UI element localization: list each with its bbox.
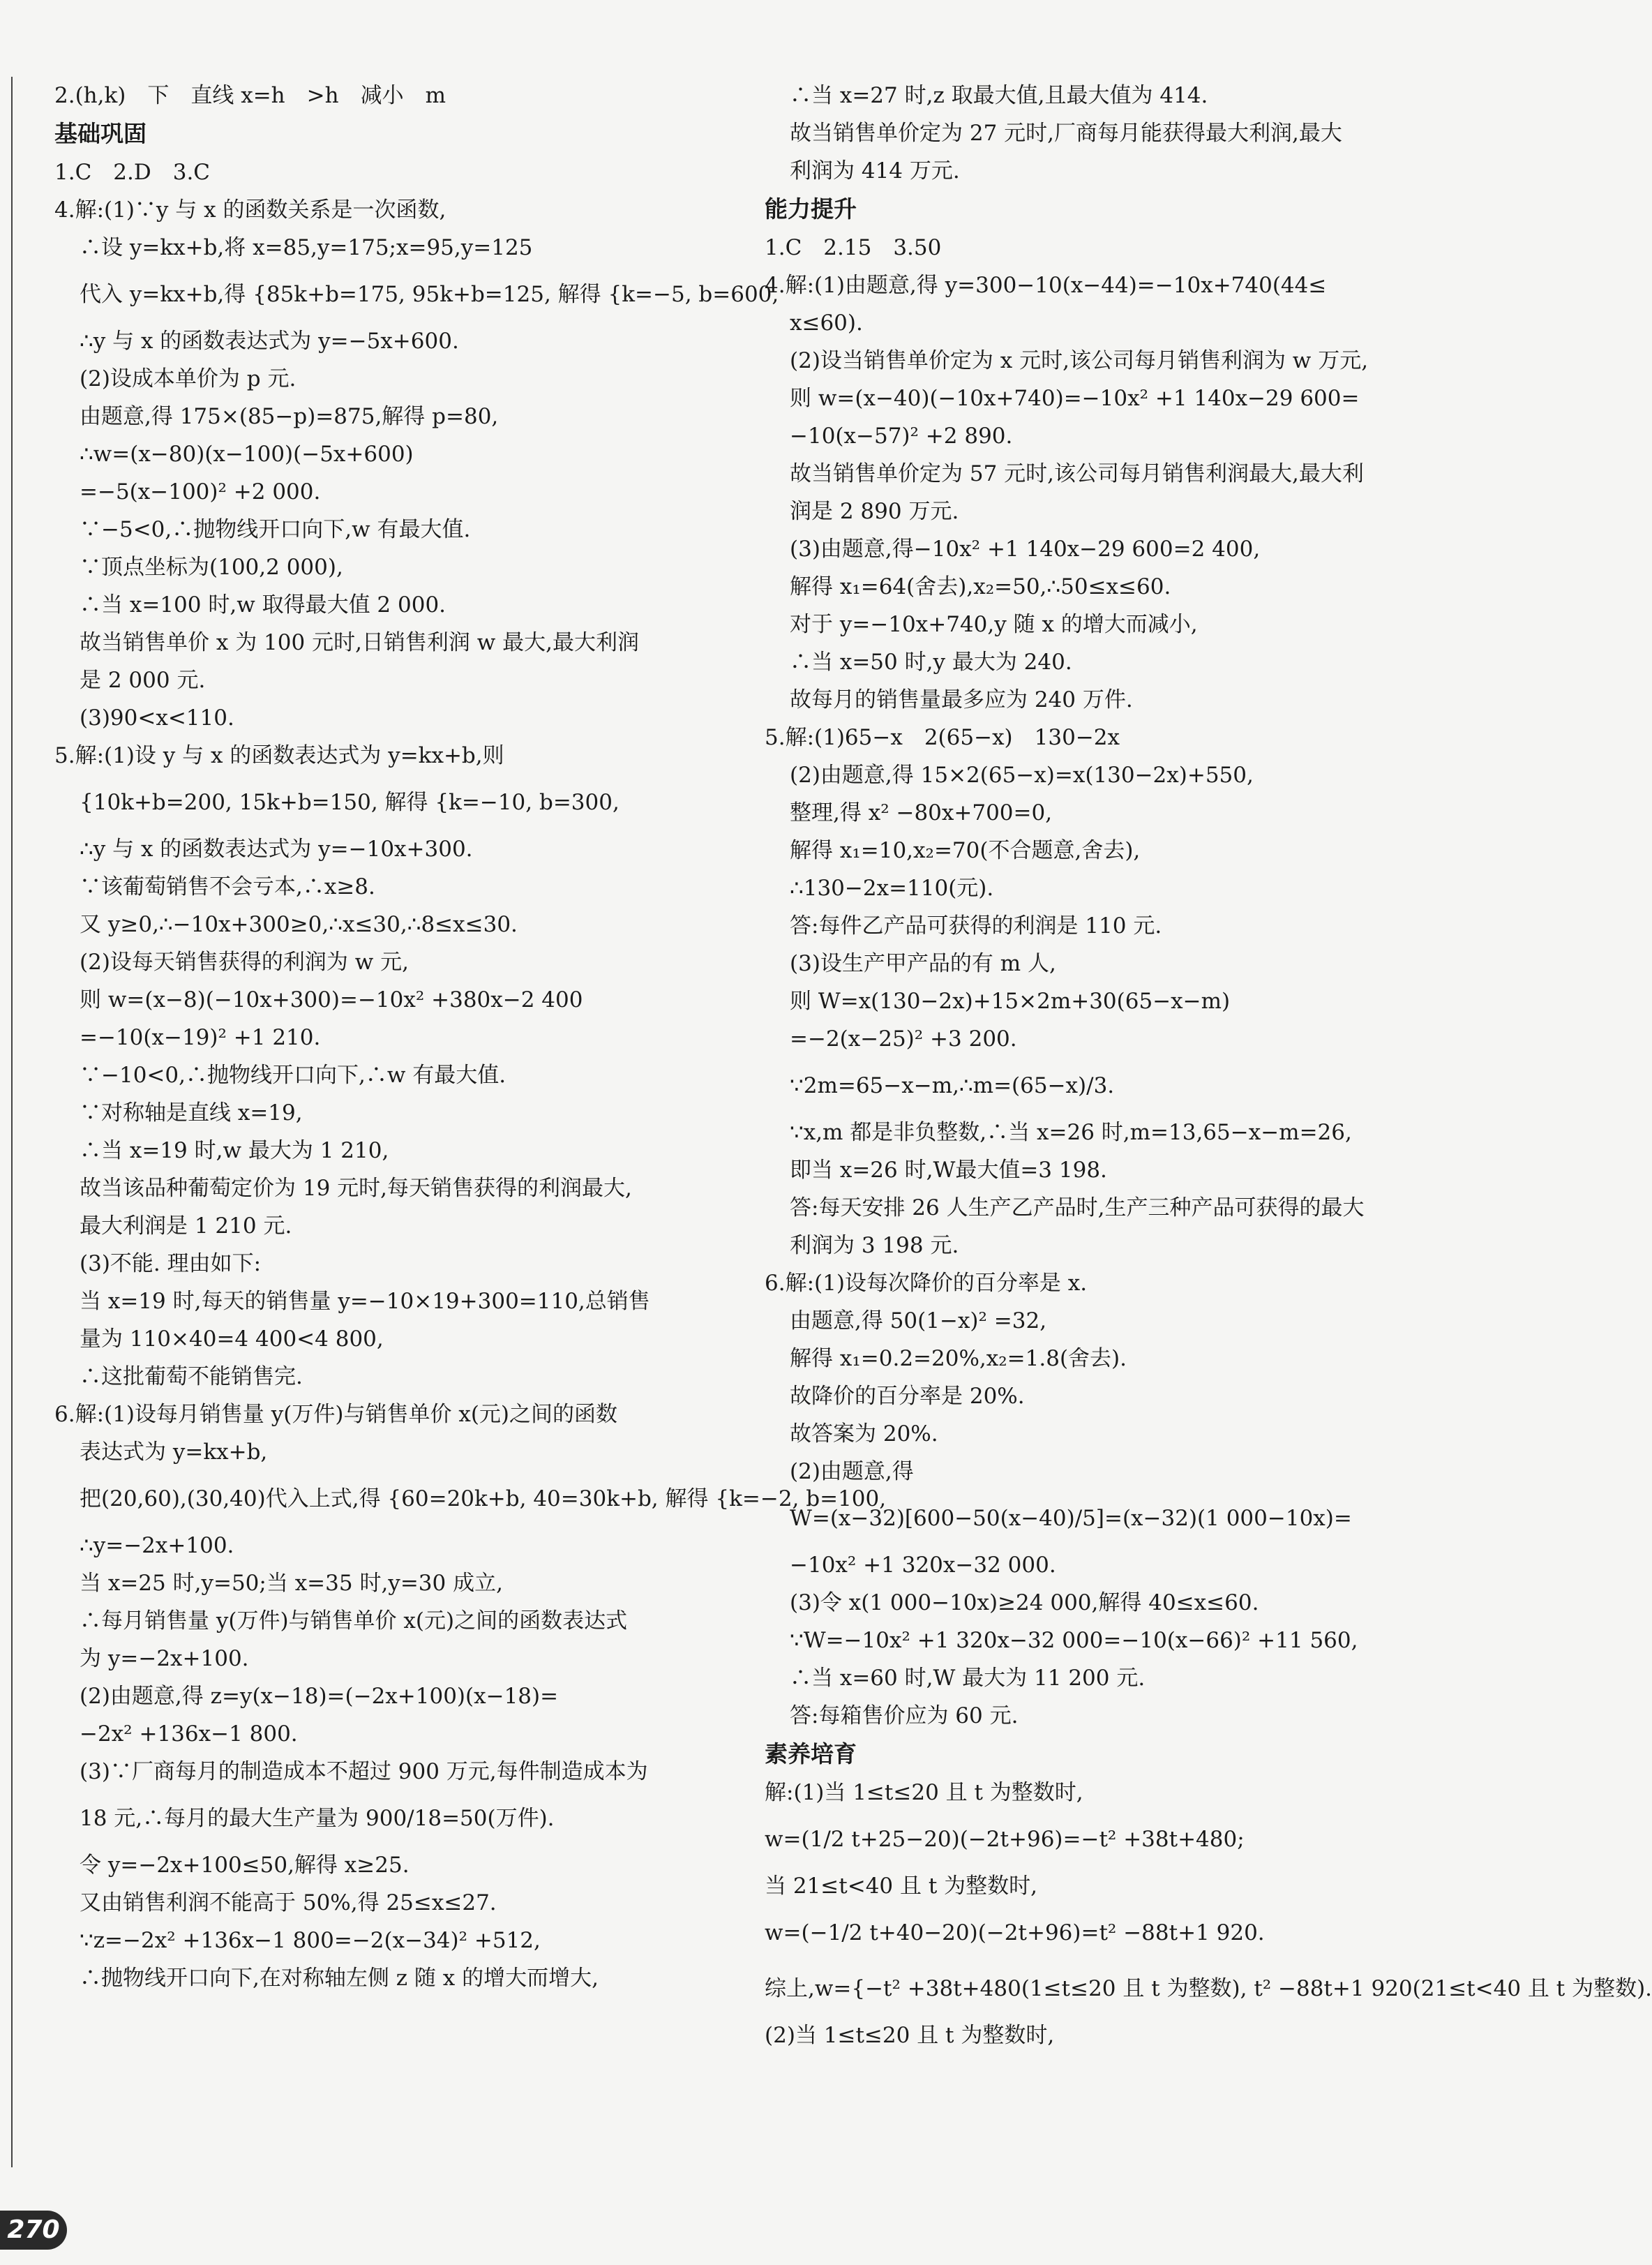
text-line: (3)令 x(1 000−10x)≥24 000,解得 40≤x≤60.	[790, 1590, 1259, 1615]
text-line: 对于 y=−10x+740,y 随 x 的增大而减小,	[790, 612, 1198, 637]
text-line: (3)设生产甲产品的有 m 人,	[790, 951, 1056, 976]
text-line: (2)由题意,得 15×2(65−x)=x(130−2x)+550,	[790, 763, 1254, 788]
text-line: (3)由题意,得−10x² +1 140x−29 600=2 400,	[790, 537, 1261, 562]
text-line: 解得 x₁=0.2=20%,x₂=1.8(舍去).	[790, 1346, 1127, 1371]
text-line: 润是 2 890 万元.	[790, 499, 959, 524]
text-line: (2)由题意,得	[790, 1459, 914, 1484]
text-line: 故降价的百分率是 20%.	[790, 1384, 1025, 1409]
text-line: 表达式为 y=kx+b,	[80, 1440, 268, 1465]
text-line: ∴当 x=27 时,z 取最大值,且最大值为 414.	[790, 83, 1208, 108]
text-line: 1.C 2.D 3.C	[54, 160, 211, 185]
text-line: =−5(x−100)² +2 000.	[80, 479, 321, 504]
text-line: w=(1/2 t+25−20)(−2t+96)=−t² +38t+480;	[765, 1827, 1245, 1852]
text-line: 当 x=25 时,y=50;当 x=35 时,y=30 成立,	[80, 1571, 503, 1596]
text-line: 答:每天安排 26 人生产乙产品时,生产三种产品可获得的最大	[790, 1195, 1365, 1220]
text-line: ∵z=−2x² +136x−1 800=−2(x−34)² +512,	[80, 1928, 541, 1953]
page-number-badge: 270	[0, 2211, 67, 2250]
text-line: 故当销售单价定为 27 元时,厂商每月能获得最大利润,最大	[790, 121, 1342, 146]
text-line: (2)由题意,得 z=y(x−18)=(−2x+100)(x−18)=	[80, 1684, 559, 1709]
text-line: ∴当 x=60 时,W 最大为 11 200 元.	[790, 1666, 1146, 1691]
text-line: 当 x=19 时,每天的销售量 y=−10×19+300=110,总销售	[80, 1289, 650, 1314]
text-line: 量为 110×40=4 400<4 800,	[80, 1326, 384, 1352]
left-margin-rule	[11, 77, 13, 2167]
text-line: ∴每月销售量 y(万件)与销售单价 x(元)之间的函数表达式	[80, 1608, 628, 1634]
text-line: {10k+b=200, 15k+b=150, 解得 {k=−10, b=300,	[80, 790, 620, 815]
text-line: 即当 x=26 时,W最大值=3 198.	[790, 1158, 1107, 1183]
text-line: 5.解:(1)设 y 与 x 的函数表达式为 y=kx+b,则	[54, 743, 504, 768]
text-line: 解得 x₁=64(舍去),x₂=50,∴50≤x≤60.	[790, 574, 1171, 599]
text-line: 综上,w={−t² +38t+480(1≤t≤20 且 t 为整数), t² −88t+1 920(21≤t<40 且 t 为整数).	[765, 1976, 1652, 2001]
text-line: ∴当 x=100 时,w 取得最大值 2 000.	[80, 592, 446, 618]
section-heading: 基础巩固	[54, 120, 147, 147]
text-line: ∴y 与 x 的函数表达式为 y=−10x+300.	[80, 837, 473, 862]
text-line: (2)设每天销售获得的利润为 w 元,	[80, 950, 410, 975]
text-line: 6.解:(1)设每月销售量 y(万件)与销售单价 x(元)之间的函数	[54, 1402, 618, 1427]
text-line: ∵2m=65−x−m,∴m=(65−x)/3.	[790, 1073, 1115, 1098]
text-line: 4.解:(1)∵y 与 x 的函数关系是一次函数,	[54, 197, 446, 223]
right-column	[765, 77, 1652, 2054]
text-line: (2)设当销售单价定为 x 元时,该公司每月销售利润为 w 万元,	[790, 348, 1369, 373]
text-line: 则 w=(x−40)(−10x+740)=−10x² +1 140x−29 600=	[790, 386, 1360, 411]
text-line: ∴w=(x−80)(x−100)(−5x+600)	[80, 442, 414, 467]
text-line: =−10(x−19)² +1 210.	[80, 1025, 321, 1050]
text-line: ∴当 x=50 时,y 最大为 240.	[790, 650, 1072, 675]
text-line: 又 y≥0,∴−10x+300≥0,∴x≤30,∴8≤x≤30.	[80, 912, 518, 937]
text-line: (2)当 1≤t≤20 且 t 为整数时,	[765, 2023, 1055, 2048]
text-line: 则 w=(x−8)(−10x+300)=−10x² +380x−2 400	[80, 987, 583, 1012]
text-line: 代入 y=kx+b,得 {85k+b=175, 95k+b=125, 解得 {k=−5, b=600,	[80, 282, 779, 307]
text-line: 故当该品种葡萄定价为 19 元时,每天销售获得的利润最大,	[80, 1176, 632, 1201]
text-line: 故答案为 20%.	[790, 1421, 938, 1447]
text-line: 则 W=x(130−2x)+15×2m+30(65−x−m)	[790, 989, 1231, 1014]
text-line: −10x² +1 320x−32 000.	[790, 1553, 1056, 1578]
text-line: −2x² +136x−1 800.	[80, 1721, 298, 1747]
text-line: (3)不能. 理由如下:	[80, 1251, 262, 1276]
text-line: ∴这批葡萄不能销售完.	[80, 1364, 303, 1389]
text-line: 4.解:(1)由题意,得 y=300−10(x−44)=−10x+740(44≤	[765, 273, 1327, 298]
text-line: 故当销售单价定为 57 元时,该公司每月销售利润最大,最大利	[790, 461, 1364, 486]
text-line: =−2(x−25)² +3 200.	[790, 1026, 1017, 1052]
text-line: 18 元,∴每月的最大生产量为 900/18=50(万件).	[80, 1806, 555, 1831]
text-line: ∵顶点坐标为(100,2 000),	[80, 555, 343, 580]
text-line: ∴y=−2x+100.	[80, 1533, 234, 1558]
text-line: (3)90<x<110.	[80, 705, 234, 731]
text-line: 由题意,得 175×(85−p)=875,解得 p=80,	[80, 404, 499, 429]
text-line: 当 21≤t<40 且 t 为整数时,	[765, 1874, 1038, 1899]
text-line: 为 y=−2x+100.	[80, 1646, 249, 1671]
text-line: 答:每件乙产品可获得的利润是 110 元.	[790, 913, 1162, 939]
text-line: 利润为 3 198 元.	[790, 1233, 959, 1258]
section-heading: 能力提升	[765, 195, 857, 223]
text-line: (2)设成本单价为 p 元.	[80, 366, 296, 391]
text-line: ∵该葡萄销售不会亏本,∴x≥8.	[80, 874, 375, 899]
text-line: ∴设 y=kx+b,将 x=85,y=175;x=95,y=125	[80, 235, 533, 260]
text-line: 答:每箱售价应为 60 元.	[790, 1703, 1019, 1728]
text-line: (3)∵厂商每月的制造成本不超过 900 万元,每件制造成本为	[80, 1759, 648, 1784]
text-line: ∵W=−10x² +1 320x−32 000=−10(x−66)² +11 560,	[790, 1628, 1358, 1653]
text-line: ∴y 与 x 的函数表达式为 y=−5x+600.	[80, 329, 459, 354]
text-line: ∴抛物线开口向下,在对称轴左侧 z 随 x 的增大而增大,	[80, 1966, 599, 1991]
text-line: ∵−5<0,∴抛物线开口向下,w 有最大值.	[80, 517, 471, 542]
text-line: ∴当 x=19 时,w 最大为 1 210,	[80, 1138, 389, 1163]
text-line: W=(x−32)[600−50(x−40)/5]=(x−32)(1 000−10x)=	[790, 1506, 1352, 1531]
text-line: ∵对称轴是直线 x=19,	[80, 1100, 303, 1126]
text-line: w=(−1/2 t+40−20)(−2t+96)=t² −88t+1 920.	[765, 1920, 1265, 1945]
text-line: 由题意,得 50(1−x)² =32,	[790, 1308, 1047, 1333]
text-line: 2.(h,k) 下 直线 x=h >h 减小 m	[54, 83, 446, 108]
text-line: 整理,得 x² −80x+700=0,	[790, 800, 1053, 825]
section-heading: 素养培育	[765, 1740, 857, 1767]
text-line: x≤60).	[790, 311, 863, 336]
text-line: 6.解:(1)设每次降价的百分率是 x.	[765, 1271, 1088, 1296]
text-line: 1.C 2.15 3.50	[765, 235, 942, 260]
text-line: 故每月的销售量最多应为 240 万件.	[790, 687, 1133, 712]
text-line: 故当销售单价 x 为 100 元时,日销售利润 w 最大,最大利润	[80, 630, 640, 655]
text-line: 又由销售利润不能高于 50%,得 25≤x≤27.	[80, 1890, 497, 1915]
text-line: 把(20,60),(30,40)代入上式,得 {60=20k+b, 40=30k+b, 解得 {k=−2, b=100,	[80, 1486, 887, 1511]
text-line: ∴130−2x=110(元).	[790, 876, 994, 901]
text-line: 5.解:(1)65−x 2(65−x) 130−2x	[765, 725, 1120, 750]
text-line: 最大利润是 1 210 元.	[80, 1213, 292, 1239]
text-line: 令 y=−2x+100≤50,解得 x≥25.	[80, 1853, 410, 1878]
text-line: ∵−10<0,∴抛物线开口向下,∴w 有最大值.	[80, 1063, 506, 1088]
text-line: 解:(1)当 1≤t≤20 且 t 为整数时,	[765, 1780, 1083, 1805]
text-line: 解得 x₁=10,x₂=70(不合题意,舍去),	[790, 838, 1141, 863]
text-line: 利润为 414 万元.	[790, 158, 960, 184]
text-line: −10(x−57)² +2 890.	[790, 424, 1013, 449]
text-line: 是 2 000 元.	[80, 668, 206, 693]
text-line: ∵x,m 都是非负整数,∴当 x=26 时,m=13,65−x−m=26,	[790, 1120, 1352, 1145]
